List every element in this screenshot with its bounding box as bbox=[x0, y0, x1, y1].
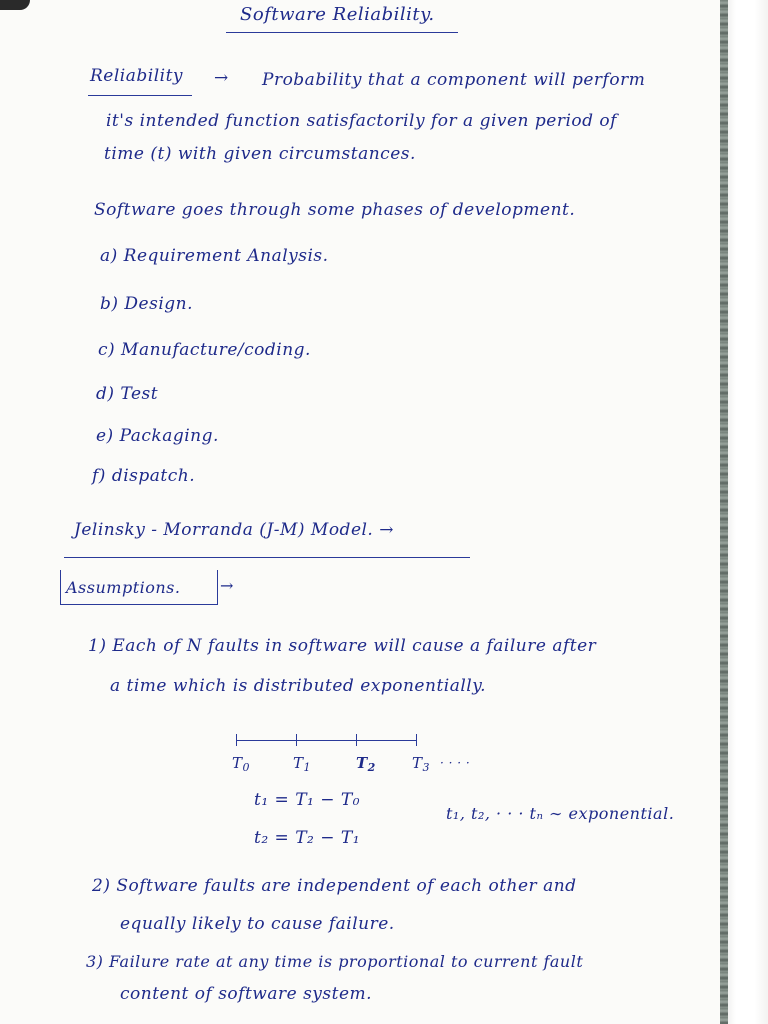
phase-item: e) Packaging. bbox=[96, 426, 219, 446]
assumption-2-line-2: equally likely to cause failure. bbox=[120, 914, 395, 934]
assumption-2-line-1: 2) Software faults are independent of each other and bbox=[92, 876, 577, 896]
assumptions-arrow: → bbox=[220, 576, 234, 595]
equation-2: t₂ = T₂ − T₁ bbox=[254, 828, 361, 848]
timeline-label: $T_1$ bbox=[293, 754, 312, 774]
exponential-note: t₁, t₂, · · · tₙ ∼ exponential. bbox=[446, 804, 675, 823]
definition-line-2: it's intended function satisfactorily for a given period of bbox=[106, 111, 617, 131]
phase-item: d) Test bbox=[96, 384, 159, 404]
phases-intro: Software goes through some phases of development. bbox=[94, 200, 576, 220]
timeline-tick bbox=[296, 734, 297, 746]
model-heading-underline bbox=[64, 557, 470, 558]
definition-line-1: Probability that a component will perform bbox=[262, 70, 646, 90]
title-underline bbox=[226, 32, 458, 33]
definition-arrow: → bbox=[214, 68, 229, 88]
phase-item: a) Requirement Analysis. bbox=[100, 246, 329, 266]
assumption-3-line-2: content of software system. bbox=[120, 984, 373, 1004]
assumption-3-line-1: 3) Failure rate at any time is proportional to current fault bbox=[86, 952, 584, 971]
assumption-1-line-1: 1) Each of N faults in software will cause a failure after bbox=[88, 636, 597, 656]
page-title: Software Reliability. bbox=[240, 4, 435, 25]
definition-term: Reliability bbox=[90, 66, 183, 86]
equation-1: t₁ = T₁ − T₀ bbox=[254, 790, 361, 810]
definition-underline bbox=[88, 95, 192, 96]
page-binding bbox=[722, 0, 768, 1024]
timeline-tick bbox=[416, 734, 417, 746]
model-heading: Jelinsky - Morranda (J-M) Model. → bbox=[74, 520, 394, 540]
timeline-label: $T_0$ bbox=[232, 754, 251, 774]
definition-line-3: time (t) with given circumstances. bbox=[104, 144, 416, 164]
timeline-axis bbox=[236, 740, 416, 741]
timeline-tick bbox=[356, 734, 357, 746]
assumption-1-line-2: a time which is distributed exponentially. bbox=[110, 676, 486, 696]
binding-strip bbox=[720, 0, 728, 1024]
phase-item: b) Design. bbox=[100, 294, 194, 314]
phase-item: f) dispatch. bbox=[92, 466, 196, 486]
phase-item: c) Manufacture/coding. bbox=[98, 340, 311, 360]
timeline-label: $T_2$ bbox=[356, 754, 376, 774]
timeline-continuation: · · · · bbox=[440, 756, 471, 770]
timeline-tick bbox=[236, 734, 237, 746]
timeline-label: $T_3$ bbox=[412, 754, 431, 774]
assumptions-label: Assumptions. bbox=[66, 578, 181, 597]
